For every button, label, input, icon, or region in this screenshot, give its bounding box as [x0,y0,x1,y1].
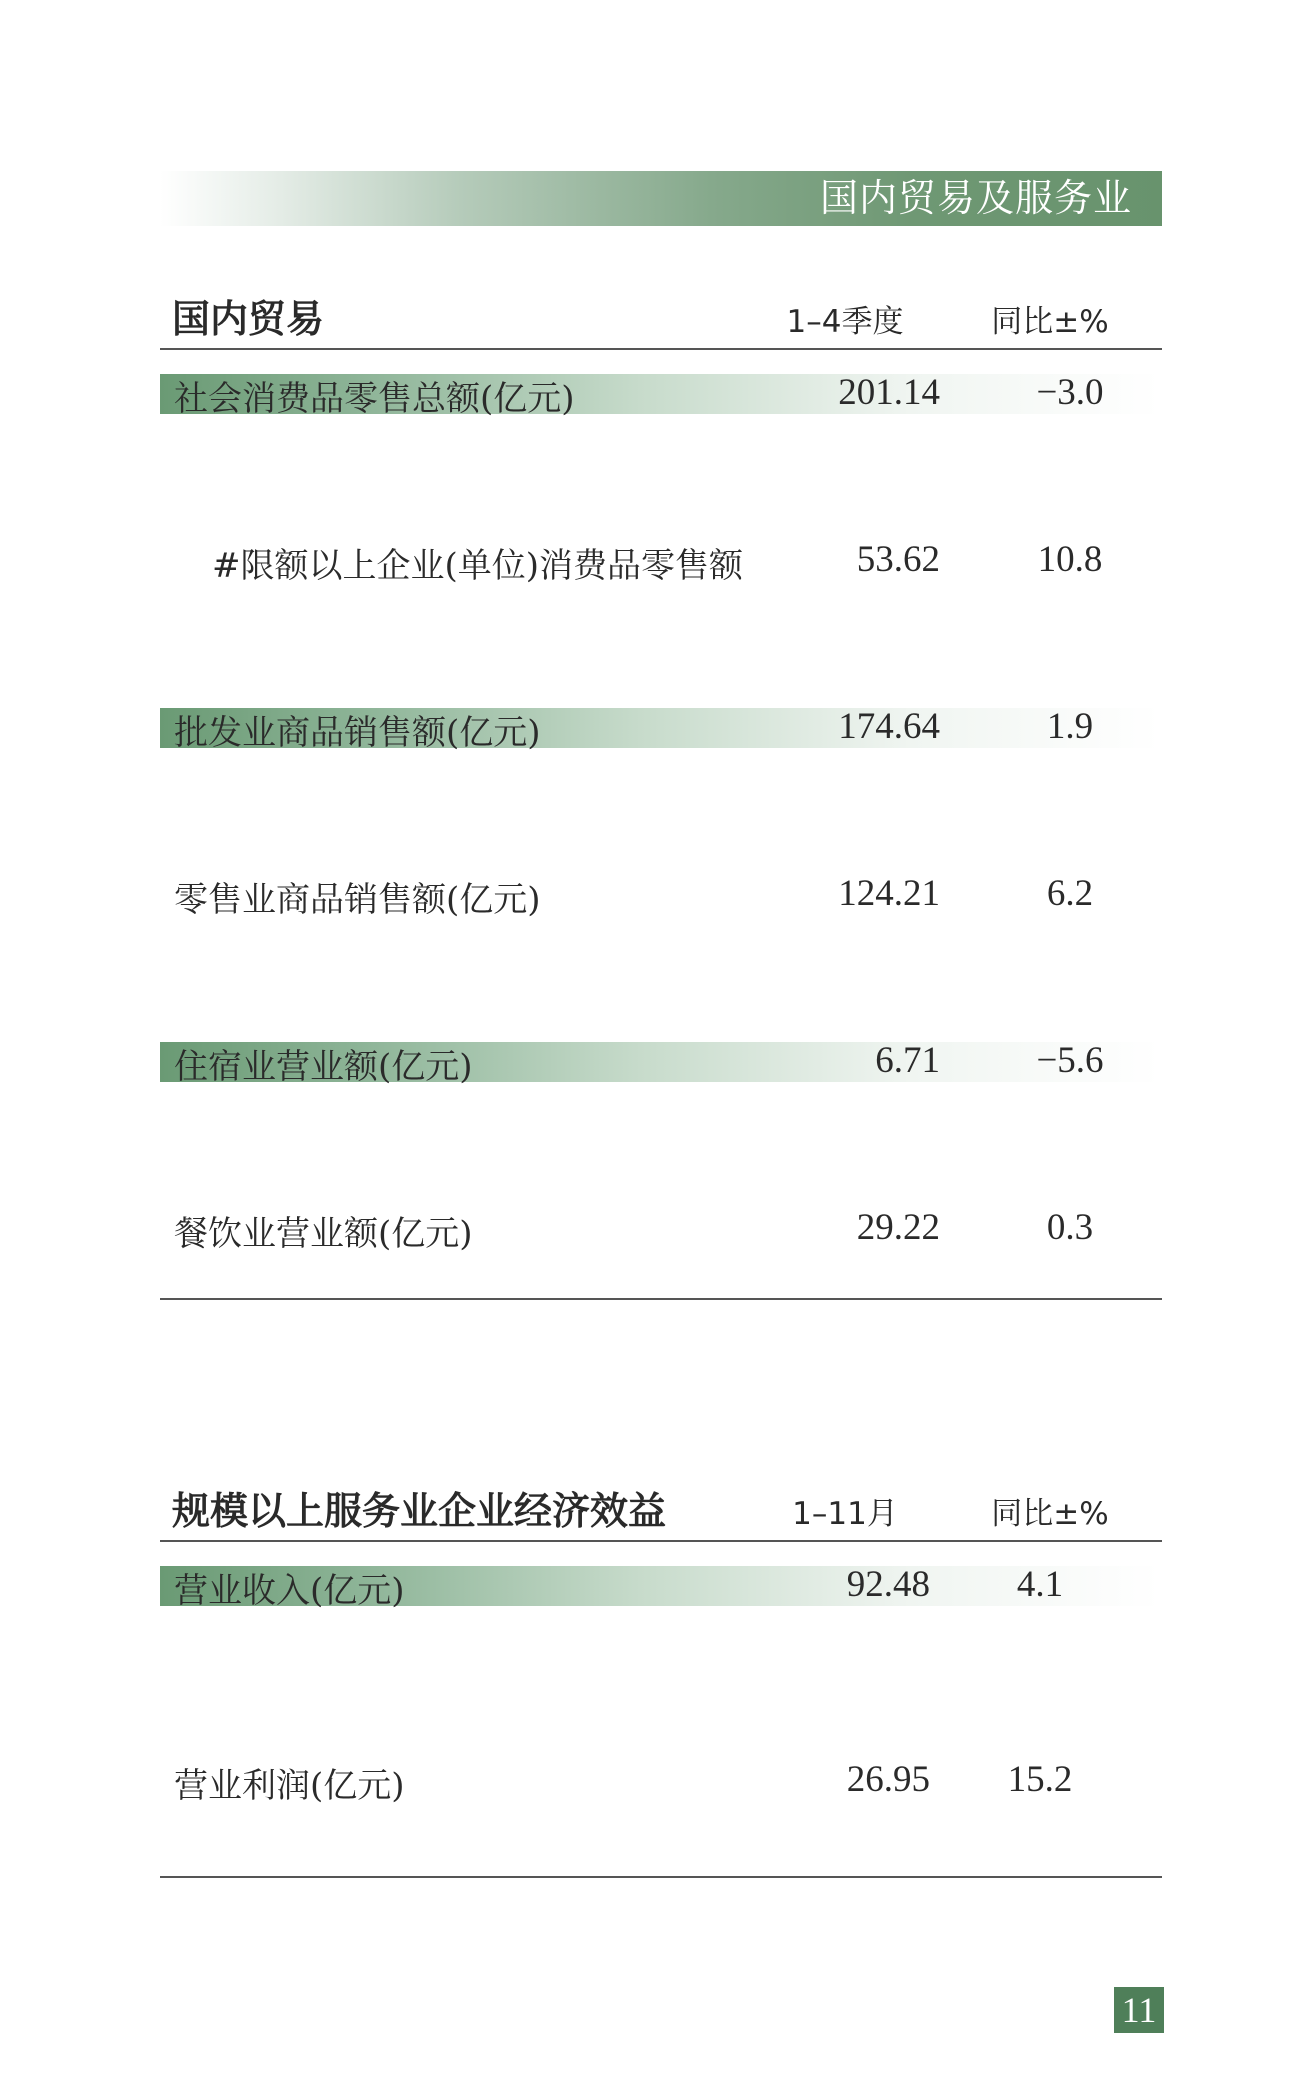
table-row [160,1542,1162,1737]
row-label: 批发业商品销售额(亿元) [174,713,541,753]
row-change: 0.3 [1046,1207,1094,1248]
row-value: 92.48 [846,1564,930,1605]
table-row [160,684,1162,851]
row-label: #限额以上企业(单位)消费品零售额 [212,546,744,586]
banner-title: 国内贸易及服务业 [819,176,1132,220]
row-label: 餐饮业营业额(亿元) [174,1214,473,1254]
row-label: 营业利润(亿元) [174,1766,405,1806]
row-label: 营业收入(亿元) [174,1571,405,1611]
row-value: 26.95 [846,1759,930,1800]
table-header [160,1470,1162,1542]
table-header [160,278,1162,350]
row-label: 社会消费品零售总额(亿元) [174,379,575,419]
row-change: 6.2 [1046,873,1094,914]
table-row [160,1018,1162,1185]
row-value: 201.14 [838,372,940,413]
row-value: 174.64 [838,706,940,747]
table-row [160,1737,1162,1904]
yoy-column-header: 同比±% [991,1496,1109,1532]
row-label: 住宿业营业额(亿元) [174,1047,473,1087]
yoy-column-header: 同比±% [991,304,1109,340]
table-title: 国内贸易 [172,297,325,341]
table-title: 规模以上服务业企业经济效益 [172,1489,667,1533]
domestic-trade-table [160,278,1162,1352]
row-value: 124.21 [838,873,940,914]
section-banner [160,171,1162,226]
period-column-header: 1–11月 [792,1496,898,1532]
table-row [160,350,1162,517]
page-number: 11 [1114,1987,1164,2033]
table-bottom-rule [160,1876,1162,1878]
period-column-header: 1–4季度 [786,304,904,340]
services-table [160,1470,1162,1904]
row-value: 6.71 [875,1040,940,1081]
row-change: 10.8 [1037,539,1103,580]
table-row [160,851,1162,1018]
row-label: 零售业商品销售额(亿元) [174,880,541,920]
row-value: 53.62 [856,539,940,580]
row-change: 4.1 [1016,1564,1064,1605]
table-bottom-rule [160,1298,1162,1300]
row-change: −5.6 [1036,1040,1104,1081]
row-change: 15.2 [1007,1759,1073,1800]
table-row [160,517,1162,684]
row-change: 1.9 [1046,706,1094,747]
table-row [160,1185,1162,1352]
row-change: −3.0 [1036,372,1104,413]
row-value: 29.22 [856,1207,940,1248]
